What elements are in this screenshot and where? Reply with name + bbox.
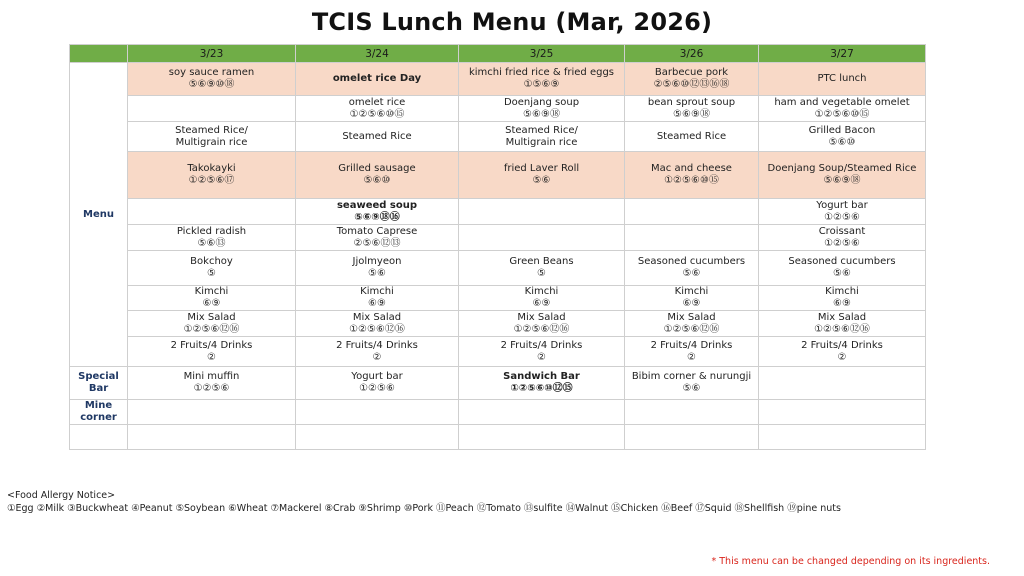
menu-cell [459, 96, 625, 122]
menu-cell [459, 286, 625, 311]
mine-corner-cell [759, 400, 926, 425]
mine-corner-row [70, 400, 926, 425]
dish-name: Steamed Rice/ [175, 124, 248, 136]
dish-name: Tomato Caprese [336, 225, 418, 237]
dish-name: Yogurt bar [816, 199, 868, 211]
special-bar-cell [759, 367, 926, 400]
mine-corner-cell [128, 425, 296, 450]
dish-name: 2 Fruits/4 Drinks [336, 339, 418, 351]
menu-cell [296, 63, 459, 96]
mine-corner-label: Mine corner [70, 400, 128, 425]
dish-name: Doenjang soup [503, 96, 580, 108]
menu-cell [759, 122, 926, 152]
dish-name: Kimchi [825, 286, 859, 297]
menu-cell [759, 286, 926, 311]
dish-name: ham and vegetable omelet [774, 96, 910, 108]
special-bar-row [70, 367, 926, 400]
menu-cell [128, 122, 296, 152]
menu-cell [459, 225, 625, 251]
allergen-codes: ①②⑤⑥⑰ [188, 175, 235, 186]
menu-row [70, 225, 926, 251]
date-header-row [70, 45, 926, 63]
allergen-codes: ①②⑤⑥ [193, 383, 230, 394]
dish-name: 2 Fruits/4 Drinks [500, 339, 583, 351]
allergen-codes: ⑥⑨ [833, 298, 851, 309]
dish-name: Mix Salad [352, 311, 402, 323]
allergen-codes: ①⑤⑥⑨ [523, 79, 560, 90]
dish-name: Mix Salad [667, 311, 716, 323]
menu-cell [625, 199, 759, 225]
allergen-codes: ⑤⑥⑨⑩⑱ [188, 79, 235, 90]
allergen-codes: ①②⑤⑥ [359, 383, 395, 394]
mine-corner-cell [459, 400, 625, 425]
dish-name: Mix Salad [187, 311, 236, 323]
special-bar-cell [625, 367, 759, 400]
menu-cell [459, 122, 625, 152]
allergen-codes: ⑤ [537, 268, 546, 279]
allergen-codes: ①②⑤⑥⑫⑯ [183, 323, 240, 335]
allergen-codes: ②⑤⑥⑩⑫⑬⑯⑱ [653, 79, 730, 90]
dish-name: Takokayki [187, 163, 236, 174]
menu-cell [128, 152, 296, 199]
menu-cell [759, 199, 926, 225]
menu-cell [459, 63, 625, 96]
dish-name: 2 Fruits/4 Drinks [801, 339, 883, 351]
allergen-codes: ⑤⑥⑩ [363, 175, 391, 186]
menu-label: Menu [70, 63, 128, 367]
allergen-codes: ①②⑤⑥⑩⑮ [349, 108, 405, 120]
dish-name: Steamed Rice [342, 130, 412, 142]
menu-cell [296, 337, 459, 367]
allergen-codes: ⑤⑥ [532, 175, 551, 186]
menu-cell [128, 225, 296, 251]
date-header: 3/25 [459, 45, 625, 63]
dish-name: Mix Salad [517, 311, 566, 323]
allergen-codes: ⑤⑥⑬ [197, 237, 226, 249]
allergen-codes: ⑤⑥ [833, 268, 851, 279]
allergen-codes: ①②⑤⑥⑫⑯ [513, 323, 570, 335]
allergen-codes: ② [837, 351, 847, 363]
dish-name: Mini muffin [183, 371, 240, 382]
menu-cell [759, 96, 926, 122]
lunch-menu-table [69, 44, 926, 450]
dish-name: 2 Fruits/4 Drinks [170, 339, 253, 351]
dish-name: Kimchi [194, 286, 229, 297]
allergen-codes: ⑤⑥⑨⑱ [523, 108, 560, 120]
menu-cell [759, 337, 926, 367]
allergen-codes: ②⑤⑥⑫⑬ [353, 237, 401, 249]
mine-corner-cell [128, 400, 296, 425]
menu-cell [625, 122, 759, 152]
allergen-codes: ⑥⑨ [368, 298, 386, 309]
menu-cell [296, 96, 459, 122]
menu-row [70, 286, 926, 311]
menu-cell [625, 286, 759, 311]
menu-row [70, 96, 926, 122]
allergen-codes: ⑤⑥⑨⑱ [823, 175, 861, 186]
menu-disclaimer: * This menu can be changed depending on its ingredients. [711, 556, 990, 567]
dish-name: Croissant [818, 225, 866, 237]
date-header: 3/27 [759, 45, 926, 63]
menu-cell [759, 152, 926, 199]
allergen-codes: ⑥⑨ [532, 298, 551, 309]
menu-cell [625, 251, 759, 286]
corner-header [70, 45, 128, 63]
menu-cell [625, 311, 759, 337]
allergen-codes: ⑤⑥ [682, 268, 701, 279]
allergen-codes: ①②⑤⑥⑩⑫⑮ [510, 383, 573, 394]
dish-name: PTC lunch [817, 73, 867, 84]
allergen-codes: ①②⑤⑥⑩⑮ [664, 175, 719, 186]
menu-cell [128, 337, 296, 367]
menu-cell [296, 251, 459, 286]
dish-name: Bokchoy [190, 256, 233, 267]
dish-name: Mac and cheese [651, 163, 732, 174]
dish-name: Steamed Rice [656, 130, 727, 142]
dish-name: Doenjang Soup/Steamed Rice [767, 163, 917, 174]
menu-cell [128, 63, 296, 96]
special-bar-cell [296, 367, 459, 400]
allergen-codes: ⑥⑨ [682, 298, 701, 309]
allergen-codes: ② [372, 351, 382, 363]
menu-cell [459, 311, 625, 337]
allergen-codes: ⑤⑥⑩ [828, 136, 856, 148]
date-header: 3/26 [625, 45, 759, 63]
dish-name: Seasoned cucumbers [788, 256, 896, 267]
menu-cell [759, 225, 926, 251]
dish-name: omelet rice Day [332, 73, 422, 84]
menu-cell [128, 311, 296, 337]
menu-row [70, 63, 926, 96]
dish-name: Pickled radish [176, 225, 247, 237]
mine-corner-row [70, 425, 926, 450]
menu-cell [625, 152, 759, 199]
dish-name: bean sprout soup [647, 96, 736, 108]
allergy-notice-title: <Food Allergy Notice> [7, 490, 116, 501]
allergy-notice-items: ①Egg ②Milk ③Buckwheat ④Peanut ⑤Soybean ⑥Wheat ⑦Mackerel ⑧Crab ⑨Shrimp ⑩Pork ⑪Peach ⑫Tomato ⑬sulfite ⑭Walnut ⑮Chicken ⑯Beef ⑰Squid ⑱Shellfish ⑲pine nuts [7, 503, 841, 514]
dish-name: Kimchi [674, 286, 709, 297]
menu-row [70, 152, 926, 199]
menu-row [70, 337, 926, 367]
allergen-codes: ② [687, 351, 696, 363]
dish-name: Jjolmyeon [352, 256, 402, 267]
dish-name: fried Laver Roll [503, 163, 580, 174]
dish-name: Kimchi [524, 286, 559, 297]
dish-name: seaweed soup [336, 199, 418, 211]
menu-cell [759, 311, 926, 337]
page-title: TCIS Lunch Menu (Mar, 2026) [311, 8, 713, 36]
dish-name: Seasoned cucumbers [637, 256, 746, 267]
allergen-codes: ⑤⑥ [682, 383, 701, 394]
allergen-codes: Multigrain rice [505, 136, 578, 148]
allergen-codes: ② [207, 351, 216, 363]
dish-name: Barbecue pork [654, 67, 729, 78]
menu-cell [625, 337, 759, 367]
dish-name: soy sauce ramen [168, 67, 255, 78]
dish-name: 2 Fruits/4 Drinks [650, 339, 733, 351]
allergen-codes: ⑤⑥ [368, 268, 386, 279]
menu-cell [625, 225, 759, 251]
empty-label-cell [70, 425, 128, 450]
menu-cell [296, 286, 459, 311]
mine-corner-cell [459, 425, 625, 450]
menu-cell [128, 199, 296, 225]
allergen-codes: ①②⑤⑥ [824, 211, 860, 223]
menu-cell [759, 63, 926, 96]
menu-cell [128, 251, 296, 286]
date-header: 3/23 [128, 45, 296, 63]
menu-row [70, 251, 926, 286]
menu-cell [296, 311, 459, 337]
menu-cell [459, 251, 625, 286]
mine-corner-cell [759, 425, 926, 450]
allergen-codes: ⑤ [207, 268, 216, 279]
allergen-codes: ⑥⑨ [202, 298, 221, 309]
menu-cell [296, 199, 459, 225]
menu-cell [128, 286, 296, 311]
menu-cell [296, 122, 459, 152]
dish-name: Mix Salad [817, 311, 867, 323]
allergen-codes: ①②⑤⑥⑫⑯ [814, 323, 870, 335]
dish-name: omelet rice [348, 96, 406, 108]
menu-cell [459, 337, 625, 367]
allergen-codes: ①②⑤⑥ [824, 237, 860, 249]
menu-cell [625, 63, 759, 96]
mine-corner-cell [625, 400, 759, 425]
dish-name: Yogurt bar [351, 371, 403, 382]
menu-row [70, 311, 926, 337]
allergy-notice [7, 489, 841, 515]
menu-cell [459, 199, 625, 225]
dish-name: Steamed Rice/ [505, 124, 578, 136]
allergen-codes: ①②⑤⑥⑩⑮ [814, 108, 870, 120]
allergen-codes: ⑤⑥⑨⑱ [673, 108, 710, 120]
dish-name: kimchi fried rice & fried eggs [468, 67, 615, 78]
menu-cell [296, 225, 459, 251]
allergen-codes: ⑤⑥⑨⑱⑯ [354, 211, 400, 223]
dish-name: Grilled sausage [338, 163, 416, 174]
dish-name: Grilled Bacon [808, 124, 876, 136]
date-header: 3/24 [296, 45, 459, 63]
special-bar-label: Special Bar [70, 367, 128, 400]
special-bar-cell [128, 367, 296, 400]
dish-name: Kimchi [360, 286, 394, 297]
dish-name: Bibim corner & nurungji [631, 371, 752, 382]
mine-corner-cell [296, 425, 459, 450]
menu-row [70, 199, 926, 225]
menu-cell [296, 152, 459, 199]
menu-cell [625, 96, 759, 122]
dish-name: Sandwich Bar [503, 371, 580, 382]
special-bar-cell [459, 367, 625, 400]
menu-cell [459, 152, 625, 199]
allergen-codes: ①②⑤⑥⑫⑯ [349, 323, 405, 335]
allergen-codes: Multigrain rice [175, 136, 248, 148]
mine-corner-cell [625, 425, 759, 450]
menu-cell [759, 251, 926, 286]
allergen-codes: ② [537, 351, 546, 363]
mine-corner-cell [296, 400, 459, 425]
menu-cell [128, 96, 296, 122]
allergen-codes: ①②⑤⑥⑫⑯ [663, 323, 720, 335]
dish-name: Green Beans [509, 256, 574, 267]
menu-row [70, 122, 926, 152]
